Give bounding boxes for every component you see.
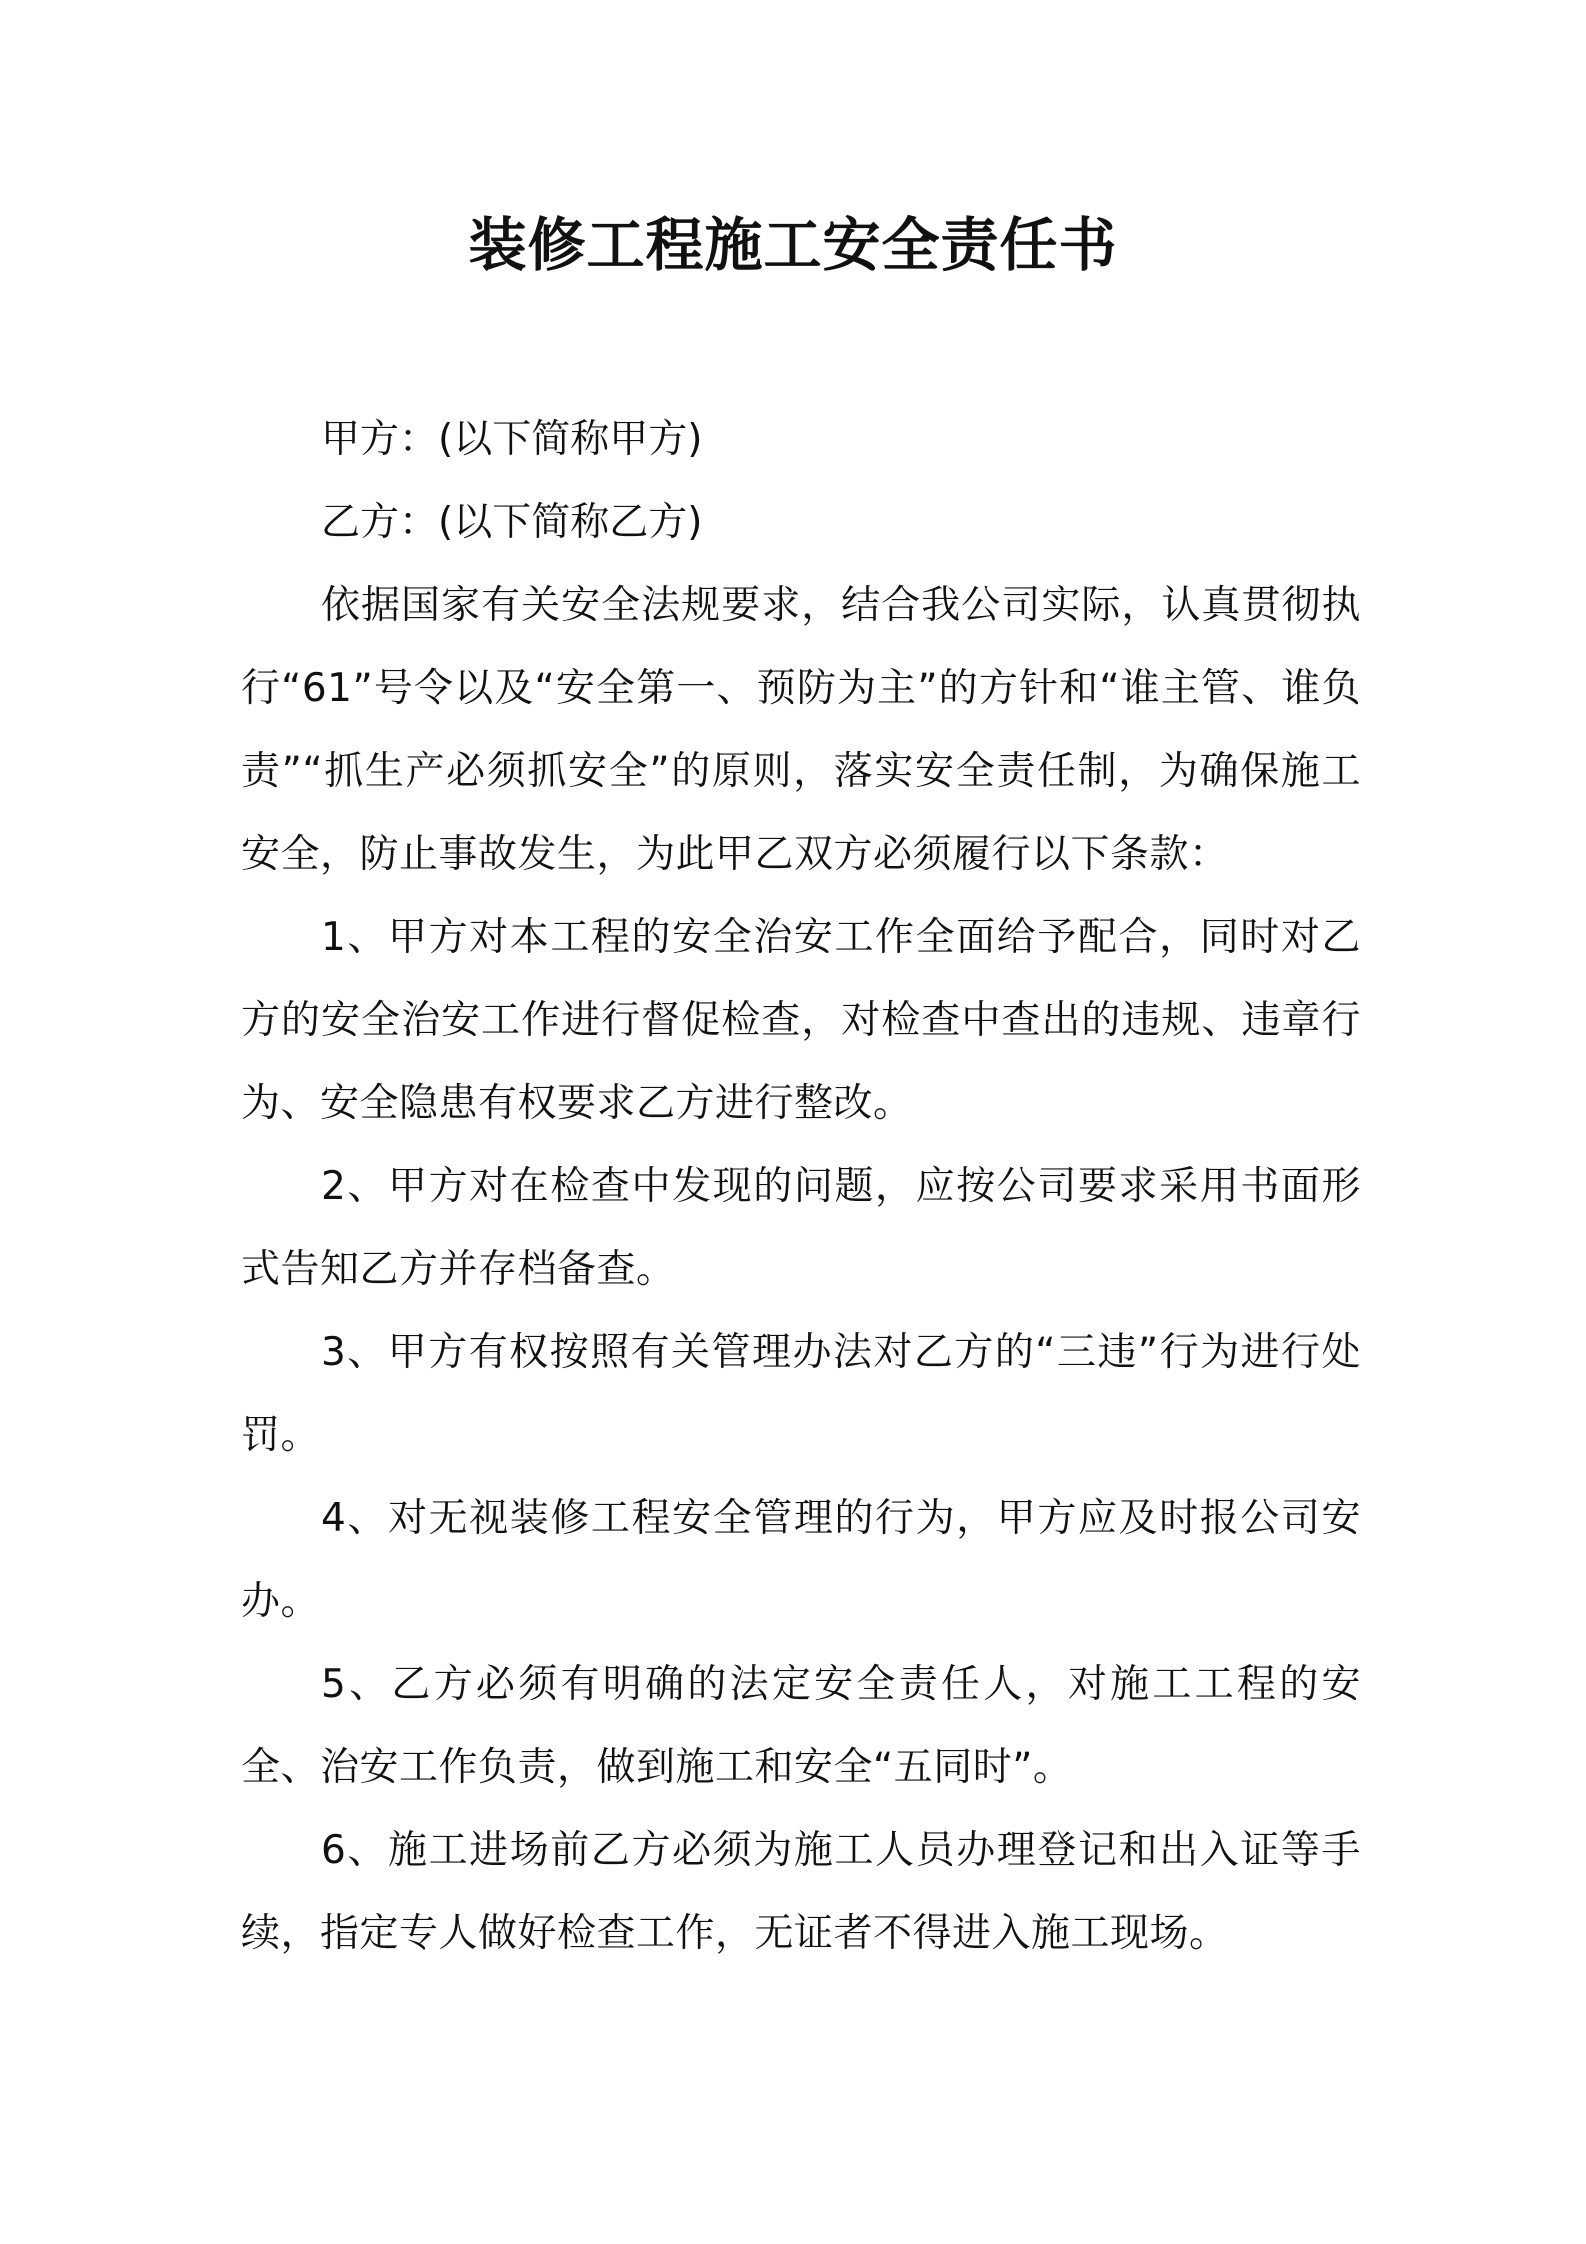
clause-6: 6、施工进场前乙方必须为施工人员办理登记和出入证等手续，指定专人做好检查工作，无证者不得进入施工现场。 (241, 1828, 1361, 1956)
clause-2: 2、甲方对在检查中发现的问题，应按公司要求采用书面形式告知乙方并存档备查。 (241, 1164, 1361, 1292)
clause-3: 3、甲方有权按照有关管理办法对乙方的“三违”行为进行处罚。 (241, 1330, 1361, 1458)
intro-paragraph: 依据国家有关安全法规要求，结合我公司实际，认真贯彻执行“61”号令以及“安全第一、预防为主”的方针和“谁主管、谁负责”“抓生产必须抓安全”的原则，落实安全责任制，为确保施工安全，防止事故发生，为此甲乙双方必须履行以下条款： (241, 583, 1361, 877)
document-title: 装修工程施工安全责任书 (468, 211, 1118, 279)
party-b-line: 乙方：(以下简称乙方) (321, 500, 703, 545)
clause-1: 1、甲方对本工程的安全治安工作全面给予配合，同时对乙方的安全治安工作进行督促检查，对检查中查出的违规、违章行为、安全隐患有权要求乙方进行整改。 (241, 915, 1361, 1126)
party-a-line: 甲方：(以下简称甲方) (321, 417, 703, 462)
clause-4: 4、对无视装修工程安全管理的行为，甲方应及时报公司安办。 (241, 1496, 1361, 1624)
clause-5: 5、乙方必须有明确的法定安全责任人，对施工工程的安全、治安工作负责，做到施工和安全“五同时”。 (241, 1662, 1361, 1790)
document-body (241, 398, 1361, 1975)
